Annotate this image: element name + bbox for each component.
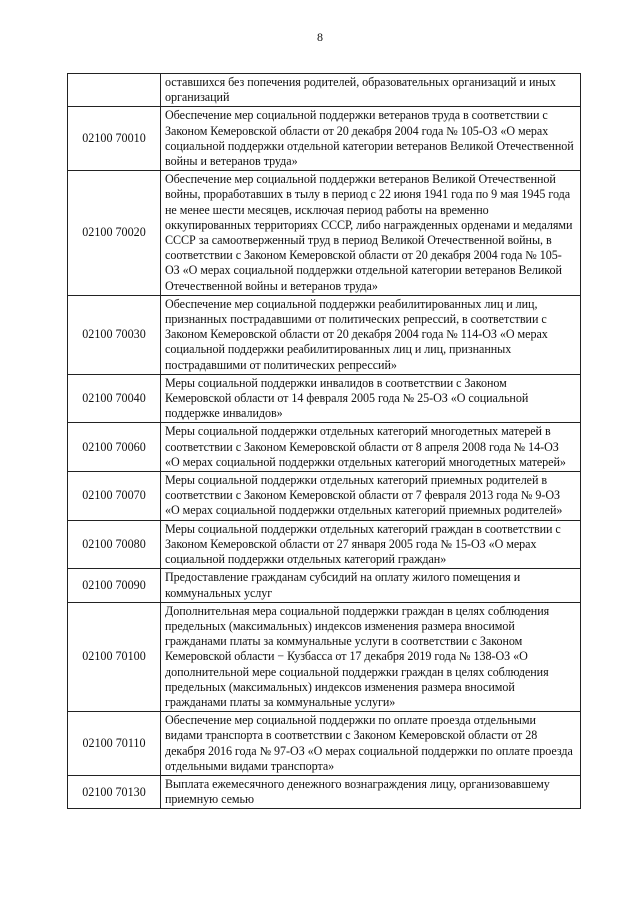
table-row — [68, 520, 581, 569]
expense-description: Обеспечение мер социальной поддержки по оплате проезда отдельными видами транспорта в соответствии с Законом Кемеровской области от 28 декабря 2016 года № 97-ОЗ «О мерах социальной поддержки по оплате проезда отдельными видами транспорта» — [161, 712, 581, 776]
classification-code: 02100 70020 — [68, 171, 161, 296]
classification-code: 02100 70060 — [68, 423, 161, 472]
classification-code: 02100 70080 — [68, 520, 161, 569]
classification-code: 02100 70110 — [68, 712, 161, 776]
classification-code: 02100 70070 — [68, 472, 161, 521]
budget-codes-table — [67, 73, 581, 809]
classification-code: 02100 70040 — [68, 374, 161, 423]
expense-description: Меры социальной поддержки отдельных категорий многодетных матерей в соответствии с Законом Кемеровской области от 8 апреля 2008 года № 14-ОЗ «О мерах социальной поддержки отдельных категорий многодетных матерей» — [161, 423, 581, 472]
table-row — [68, 775, 581, 808]
expense-description: Меры социальной поддержки отдельных категорий приемных родителей в соответствии с Законом Кемеровской области от 7 февраля 2013 года № 9-ОЗ «О мерах социальной поддержки отдельных категорий приемных родителей» — [161, 472, 581, 521]
table-row — [68, 569, 581, 602]
expense-description: Обеспечение мер социальной поддержки реабилитированных лиц и лиц, признанных пострадавшими от политических репрессий, в соответствии с Законом Кемеровской области от 20 декабря 2004 года № 114-ОЗ «О мерах социальной поддержки реабилитированных лиц и лиц, признанных пострадавшими от политических репрессий» — [161, 295, 581, 374]
table-row — [68, 712, 581, 776]
classification-code: 02100 70130 — [68, 775, 161, 808]
table-row — [68, 171, 581, 296]
expense-description: Предоставление гражданам субсидий на оплату жилого помещения и коммунальных услуг — [161, 569, 581, 602]
expense-description: Выплата ежемесячного денежного вознаграждения лицу, организовавшему приемную семью — [161, 775, 581, 808]
classification-code — [68, 74, 161, 107]
classification-code: 02100 70100 — [68, 602, 161, 711]
table-row — [68, 107, 581, 171]
classification-code: 02100 70090 — [68, 569, 161, 602]
table-row — [68, 602, 581, 711]
page-number: 8 — [317, 30, 323, 44]
table-row — [68, 74, 581, 107]
expense-description: оставшихся без попечения родителей, образовательных организаций и иных организаций — [161, 74, 581, 107]
expense-description: Меры социальной поддержки отдельных категорий граждан в соответствии с Законом Кемеровской области от 27 января 2005 года № 15-ОЗ «О мерах социальной поддержки отдельных категорий граждан» — [161, 520, 581, 569]
expense-description: Меры социальной поддержки инвалидов в соответствии с Законом Кемеровской области от 14 февраля 2005 года № 25-ОЗ «О социальной поддержке инвалидов» — [161, 374, 581, 423]
table-row — [68, 472, 581, 521]
expense-description: Обеспечение мер социальной поддержки ветеранов труда в соответствии с Законом Кемеровской области от 20 декабря 2004 года № 105-ОЗ «О мерах социальной поддержки отдельной категории ветеранов Великой Отечественной войны и ветеранов труда» — [161, 107, 581, 171]
table-row — [68, 374, 581, 423]
classification-code: 02100 70010 — [68, 107, 161, 171]
table-row — [68, 423, 581, 472]
table-row — [68, 295, 581, 374]
expense-description: Дополнительная мера социальной поддержки граждан в целях соблюдения предельных (максимальных) индексов изменения размера вносимой гражданами платы за коммунальные услуги в соответствии с Законом Кемеровской области − Кузбасса от 17 декабря 2019 года № 138-ОЗ «О дополнительной мере социальной поддержки граждан в целях соблюдения предельных (максимальных) индексов изменения размера вносимой гражданами платы за коммунальные услуги» — [161, 602, 581, 711]
classification-code: 02100 70030 — [68, 295, 161, 374]
expense-description: Обеспечение мер социальной поддержки ветеранов Великой Отечественной войны, проработавших в тылу в период с 22 июня 1941 года по 9 мая 1945 года не менее шести месяцев, исключая период работы на временно оккупированных территориях СССР, либо награжденных орденами и медалями СССР за самоотверженный труд в период Великой Отечественной войны, в соответствии с Законом Кемеровской области от 20 декабря 2004 года № 105-ОЗ «О мерах социальной поддержки отдельной категории ветеранов Великой Отечественной войны и ветеранов труда» — [161, 171, 581, 296]
